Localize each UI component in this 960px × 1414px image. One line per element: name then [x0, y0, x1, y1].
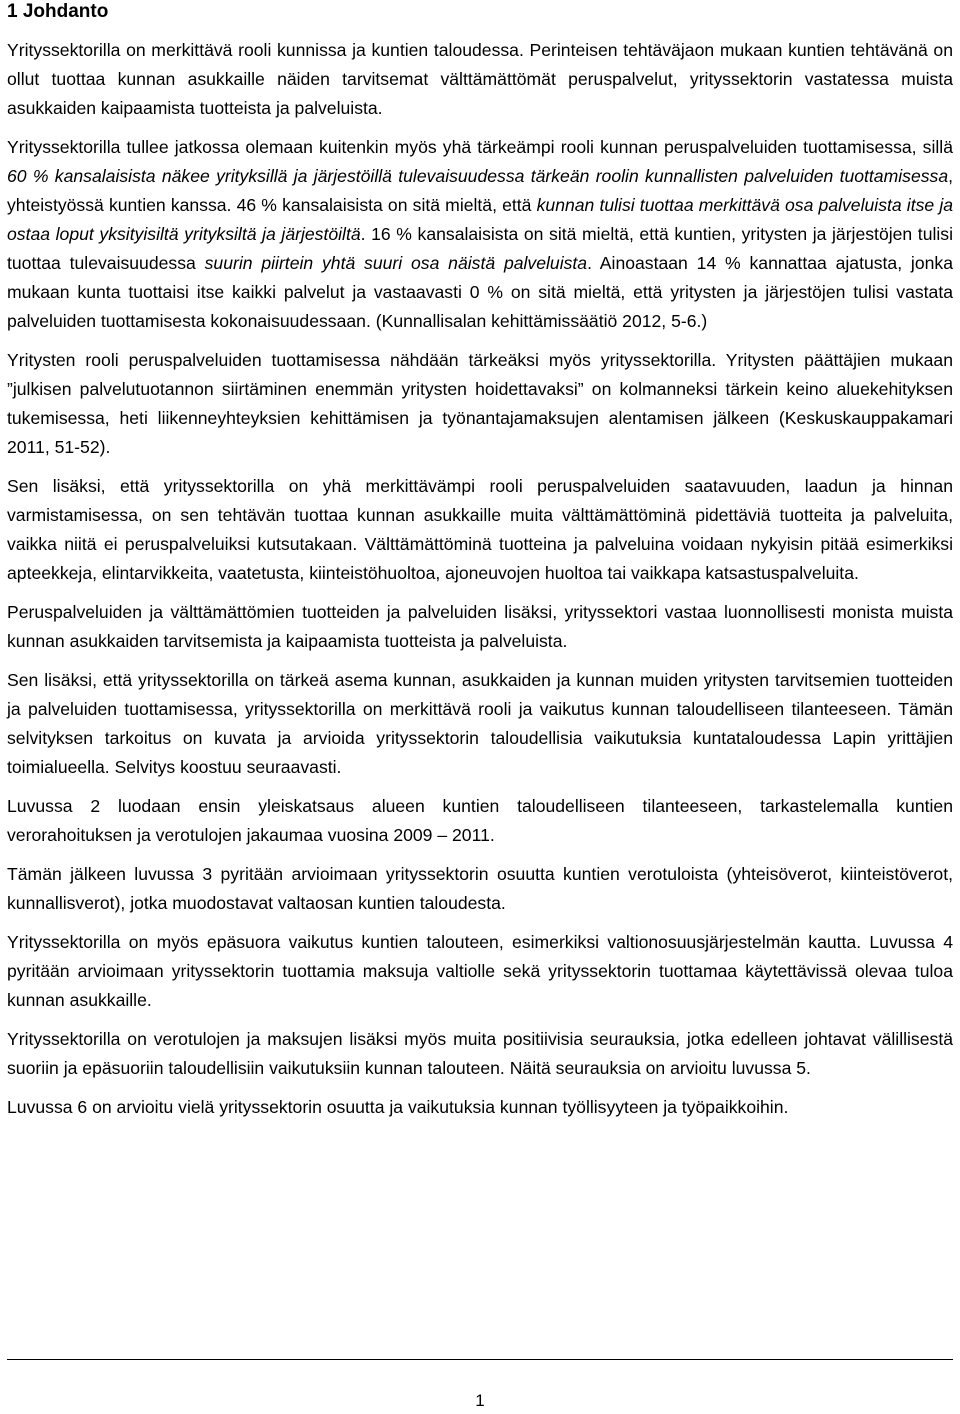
paragraph-6: Sen lisäksi, että yrityssektorilla on tärkeä asema kunnan, asukkaiden ja kunnan muiden yritysten tarvitsemien tuotteiden ja palveluiden tuottamisessa, yrityssektorilla on merkittävä rooli ja vaikutus kunnan taloudelliseen tilanteeseen. Tämän selvityksen tarkoitus on kuvata ja arvioida yrityssektorin taloudellisia vaikutuksia kuntataloudessa Lapin yrittäjien toimialueella. Selvitys koostuu seuraavasti.	[7, 670, 953, 777]
paragraph-4: Sen lisäksi, että yrityssektorilla on yhä merkittävämpi rooli peruspalveluiden saatavuuden, laadun ja hinnan varmistamisessa, on sen tehtävän tuottaa kunnan asukkaille muita välttämättöminä pidettäviä tuotteita ja palveluita, vaikka niitä ei peruspalveluiksi kutsutakaan. Välttämättöminä tuotteina ja palveluina voidaan nykyisin pitää esimerkiksi apteekkeja, elintarvikkeita, vaatetusta, kiinteistöhuoltoa, ajoneuvojen huoltoa tai vaikkapa katsastuspalveluita.	[7, 476, 953, 583]
footer-divider	[7, 1359, 953, 1360]
paragraph-2-text-a: Yrityssektorilla tullee jatkossa olemaan kuitenkin myös yhä tärkeämpi rooli kunnan peruspalveluiden tuottamisessa, sillä	[7, 137, 953, 157]
paragraph-5: Peruspalveluiden ja välttämättömien tuotteiden ja palveluiden lisäksi, yrityssektori vastaa luonnollisesti monista muista kunnan asukkaiden tarvitsemista ja kaipaamista tuotteista ja palveluista.	[7, 602, 953, 651]
paragraph-2-emphasis-2: kunnan tulisi tuottaa merkittävä osa palveluista itse ja ostaa loput yksityisiltä yrityksiltä ja järjestöiltä	[7, 195, 954, 244]
paragraph-2-text-c: , yhteistyössä kuntien kanssa. 46 % kansalaisista on sitä mieltä, että	[7, 166, 953, 215]
paragraph-7: Luvussa 2 luodaan ensin yleiskatsaus alueen kuntien taloudelliseen tilanteeseen, tarkastelemalla kuntien verorahoituksen ja verotulojen jakaumaa vuosina 2009 – 2011.	[7, 796, 953, 845]
paragraph-2	[7, 133, 953, 336]
paragraph-2-emphasis-1: 60 % kansalaisista näkee yrityksillä ja järjestöillä tulevaisuudessa tärkeän roolin kunnallisten palveluiden tuottamisessa	[7, 166, 949, 186]
paragraph-10: Yrityssektorilla on verotulojen ja maksujen lisäksi myös muita positiivisia seurauksia, jotka edelleen johtavat välillisestä suoriin ja epäsuoriin taloudellisiin vaikutuksiin kunnan talouteen. Näitä seurauksia on arvioitu luvussa 5.	[7, 1029, 953, 1078]
paragraph-8: Tämän jälkeen luvussa 3 pyritään arvioimaan yrityssektorin osuutta kuntien verotuloista (yhteisöverot, kiinteistöverot, kunnallisverot), jotka muodostavat valtaosan kuntien taloudesta.	[7, 864, 953, 913]
paragraph-11: Luvussa 6 on arvioitu vielä yrityssektorin osuutta ja vaikutuksia kunnan työllisyyteen ja työpaikkoihin.	[7, 1097, 789, 1117]
paragraph-1: Yrityssektorilla on merkittävä rooli kunnissa ja kuntien taloudessa. Perinteisen tehtäväjaon mukaan kuntien tehtävänä on ollut tuottaa kunnan asukkaille näiden tarvitsemat välttämättömät peruspalvelut, yrityssektorin vastatessa muista asukkaiden kaipaamista tuotteista ja palveluista.	[7, 40, 953, 118]
paragraph-2-text-g: . Ainoastaan 14 % kannattaa ajatusta, jonka mukaan kunta tuottaisi itse kaikki palvelut ja vastaavasti 0 % on sitä mieltä, että yritysten ja järjestöjen tulisi vastata palveluiden tuottamisesta kokonaisuudessaan. (Kunnallisalan kehittämissäätiö 2012, 5-6.)	[7, 253, 953, 331]
paragraph-3: Yritysten rooli peruspalveluiden tuottamisessa nähdään tärkeäksi myös yrityssektorilla. Yritysten päättäjien mukaan ”julkisen palvelutuotannon siirtäminen enemmän yritysten hoidettavaksi” on kolmanneksi tärkein keino aluekehityksen tukemisessa, heti liikenneyhteyksien kehittämisen ja työnantajamaksujen alentamisen jälkeen (Keskuskauppakamari 2011, 51-52).	[7, 350, 953, 457]
paragraph-2-text-e: . 16 % kansalaisista on sitä mieltä, että kuntien, yritysten ja järjestöjen tulisi tuottaa tulevaisuudessa	[7, 224, 954, 273]
paragraph-9: Yrityssektorilla on myös epäsuora vaikutus kuntien talouteen, esimerkiksi valtionosuusjärjestelmän kautta. Luvussa 4 pyritään arvioimaan yrityssektorin tuottamia maksuja valtiolle sekä yrityssektorin tuottamaa käytettävissä olevaa tuloa kunnan asukkaille.	[7, 932, 953, 1010]
body-text	[7, 36, 953, 1132]
page-number: 1	[475, 1391, 485, 1410]
section-heading: 1 Johdanto	[7, 1, 109, 22]
paragraph-2-emphasis-3: suurin piirtein yhtä suuri osa näistä palveluista	[204, 253, 588, 273]
